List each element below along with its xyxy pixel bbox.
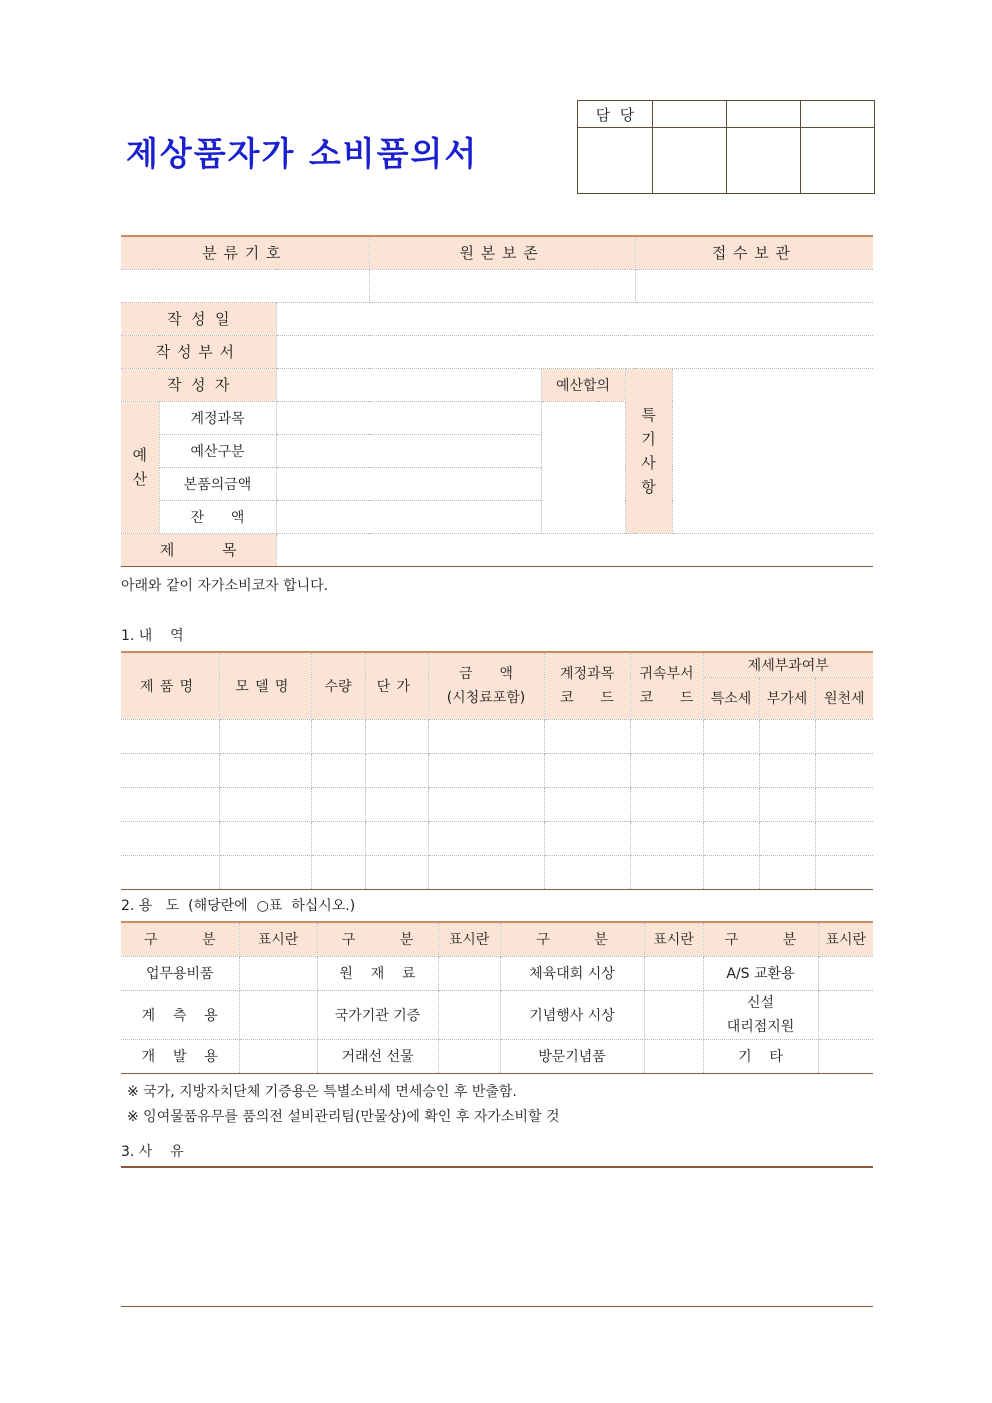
usage-mark-cell[interactable]: [644, 990, 703, 1039]
usage-mark-cell[interactable]: [239, 956, 317, 990]
special-char: 항: [641, 477, 656, 496]
special-notes-field[interactable]: [672, 368, 873, 533]
receipt-field[interactable]: [635, 269, 873, 302]
table-cell[interactable]: [759, 787, 815, 821]
table-cell[interactable]: [365, 821, 428, 855]
usage-col-gubun: 구 분: [317, 922, 438, 956]
table-cell[interactable]: [703, 719, 759, 753]
usage-item: 체육대회 시상: [500, 956, 644, 990]
special-char: 특: [641, 405, 656, 424]
usage-mark-cell[interactable]: [438, 956, 500, 990]
table-cell[interactable]: [759, 855, 815, 889]
budget-balance-field[interactable]: [276, 500, 541, 533]
col-amount: [428, 652, 544, 719]
usage-item: 계 측 용: [121, 990, 239, 1039]
col-tax-vat: 부가세: [759, 677, 815, 719]
date-field[interactable]: [276, 302, 873, 335]
approval-sign-cell[interactable]: [801, 128, 875, 194]
col-account-l2: 코 드: [560, 689, 614, 706]
table-cell[interactable]: [121, 719, 219, 753]
subject-label: 제 목: [121, 533, 276, 566]
table-cell[interactable]: [544, 719, 630, 753]
usage-mark-cell[interactable]: [818, 956, 873, 990]
usage-item: 방문기념품: [500, 1039, 644, 1073]
table-cell[interactable]: [365, 719, 428, 753]
author-field[interactable]: [276, 368, 541, 401]
approval-sign-cell[interactable]: [801, 101, 875, 128]
budget-account-label: 계정과목: [159, 401, 276, 434]
col-unit-price: 단가: [365, 652, 428, 719]
table-cell[interactable]: [815, 855, 873, 889]
date-label: 작 성 일: [121, 302, 276, 335]
table-cell[interactable]: [219, 855, 311, 889]
table-cell[interactable]: [219, 719, 311, 753]
usage-col-mark: 표시란: [438, 922, 500, 956]
table-cell[interactable]: [630, 855, 703, 889]
usage-mark-cell[interactable]: [438, 1039, 500, 1073]
col-dept-l1: 귀속부서: [639, 665, 694, 682]
col-model: 모델명: [219, 652, 311, 719]
usage-mark-cell[interactable]: [438, 990, 500, 1039]
budget-agree-label: 예산합의: [541, 368, 625, 401]
table-cell[interactable]: [630, 821, 703, 855]
reason-bottom-rule: [121, 1306, 873, 1307]
budget-char: 산: [132, 470, 147, 488]
table-cell[interactable]: [365, 787, 428, 821]
section1-heading: 1. 내 역: [121, 628, 184, 644]
usage-item: 국가기관 기증: [317, 990, 438, 1039]
col-account-code: [544, 652, 630, 719]
section2-heading: 2. 용 도 (해당란에 ○표 하십시오.): [121, 898, 356, 914]
table-cell[interactable]: [311, 855, 365, 889]
table-cell[interactable]: [428, 821, 544, 855]
table-cell[interactable]: [311, 719, 365, 753]
dept-label: 작성부서: [121, 335, 276, 368]
approval-label: 담 당: [578, 101, 653, 128]
table-cell[interactable]: [544, 787, 630, 821]
note-2: ※ 잉여물품유무를 품의전 설비관리팀(만물상)에 확인 후 자가소비할 것: [127, 1109, 560, 1125]
table-cell[interactable]: [630, 719, 703, 753]
classification-field[interactable]: [121, 269, 369, 302]
table-cell[interactable]: [544, 821, 630, 855]
col-account-l1: 계정과목: [559, 665, 615, 682]
budget-type-label: 예산구분: [159, 434, 276, 467]
table-cell[interactable]: [815, 719, 873, 753]
table-cell[interactable]: [121, 753, 219, 787]
special-char: 기: [641, 429, 656, 448]
dept-field[interactable]: [276, 335, 873, 368]
budget-label: [121, 401, 159, 533]
col-amount-l2: (시청료포함): [446, 689, 526, 706]
table-cell[interactable]: [815, 787, 873, 821]
usage-col-mark: 표시란: [239, 922, 317, 956]
usage-item: 업무용비품: [121, 956, 239, 990]
table-cell[interactable]: [815, 753, 873, 787]
usage-item: 거래선 선물: [317, 1039, 438, 1073]
usage-col-mark: 표시란: [818, 922, 873, 956]
budget-agree-field[interactable]: [541, 401, 625, 533]
table-cell[interactable]: [365, 855, 428, 889]
classification-header: 분류기호: [121, 236, 369, 269]
col-qty: 수량: [311, 652, 365, 719]
section3-heading: 3. 사 유: [121, 1144, 184, 1160]
usage-mark-cell[interactable]: [239, 1039, 317, 1073]
approval-sign-cell[interactable]: [727, 101, 801, 128]
details-table: [121, 651, 873, 890]
table-cell[interactable]: [311, 821, 365, 855]
usage-item: 기 타: [703, 1039, 818, 1073]
budget-amount-label: 본품의금액: [159, 467, 276, 500]
usage-col-gubun: 구 분: [121, 922, 239, 956]
original-field[interactable]: [369, 269, 635, 302]
usage-col-mark: 표시란: [644, 922, 703, 956]
table-cell[interactable]: [311, 787, 365, 821]
col-tax-special: 특소세: [703, 677, 759, 719]
table-cell[interactable]: [219, 753, 311, 787]
usage-mark-cell[interactable]: [644, 956, 703, 990]
note-1: ※ 국가, 지방자치단체 기증용은 특별소비세 면세승인 후 반출함.: [127, 1084, 517, 1100]
special-char: 사: [641, 453, 656, 472]
table-cell[interactable]: [815, 821, 873, 855]
document-title: 제상품자가 소비품의서: [126, 134, 479, 173]
approval-box: [577, 100, 875, 194]
table-cell[interactable]: [759, 753, 815, 787]
main-form: [121, 235, 873, 567]
table-cell[interactable]: [365, 753, 428, 787]
reason-top-rule: [121, 1166, 873, 1168]
usage-mark-cell[interactable]: [818, 990, 873, 1039]
table-cell[interactable]: [428, 855, 544, 889]
budget-amount-field[interactable]: [276, 467, 541, 500]
table-cell[interactable]: [219, 787, 311, 821]
table-cell[interactable]: [428, 753, 544, 787]
special-notes-label: [625, 368, 672, 533]
approval-sign-cell[interactable]: [653, 101, 727, 128]
table-cell[interactable]: [630, 787, 703, 821]
usage-item: A/S 교환용: [703, 956, 818, 990]
usage-mark-cell[interactable]: [818, 1039, 873, 1073]
subject-field[interactable]: [276, 533, 873, 566]
col-amount-l1: 금 액: [459, 665, 513, 682]
table-cell[interactable]: [759, 821, 815, 855]
table-cell[interactable]: [121, 855, 219, 889]
usage-mark-cell[interactable]: [239, 990, 317, 1039]
usage-item: 개 발 용: [121, 1039, 239, 1073]
table-cell[interactable]: [703, 787, 759, 821]
col-tax: 제세부과여부: [703, 652, 873, 677]
table-cell[interactable]: [121, 787, 219, 821]
table-cell[interactable]: [219, 821, 311, 855]
table-cell[interactable]: [544, 855, 630, 889]
usage-table: [121, 921, 873, 1074]
col-product: 제품명: [121, 652, 219, 719]
table-cell[interactable]: [630, 753, 703, 787]
original-header: 원본보존: [369, 236, 635, 269]
table-cell[interactable]: [703, 821, 759, 855]
table-cell[interactable]: [759, 719, 815, 753]
col-dept-l2: 코 드: [639, 689, 694, 706]
usage-mark-cell[interactable]: [644, 1039, 703, 1073]
table-cell[interactable]: [544, 753, 630, 787]
usage-item: 기념행사 시상: [500, 990, 644, 1039]
col-tax-withholding: 원천세: [815, 677, 873, 719]
table-cell[interactable]: [121, 821, 219, 855]
table-cell[interactable]: [428, 719, 544, 753]
usage-item: 원 재 료: [317, 956, 438, 990]
table-cell[interactable]: [311, 753, 365, 787]
table-cell[interactable]: [428, 787, 544, 821]
table-cell[interactable]: [703, 753, 759, 787]
budget-balance-label: 잔 액: [159, 500, 276, 533]
intro-text: 아래와 같이 자가소비코자 합니다.: [121, 578, 329, 594]
budget-char: 예: [132, 446, 147, 464]
receipt-header: 접수보관: [635, 236, 873, 269]
budget-type-field[interactable]: [276, 434, 541, 467]
table-cell[interactable]: [703, 855, 759, 889]
col-dept-code: [630, 652, 703, 719]
usage-item: 신설 대리점지원: [703, 990, 818, 1039]
usage-col-gubun: 구 분: [500, 922, 644, 956]
budget-account-field[interactable]: [276, 401, 541, 434]
approval-sign-cell[interactable]: [653, 128, 727, 194]
approval-sign-cell[interactable]: [578, 128, 653, 194]
author-label: 작 성 자: [121, 368, 276, 401]
approval-sign-cell[interactable]: [727, 128, 801, 194]
reason-field[interactable]: [121, 1170, 873, 1304]
usage-col-gubun: 구 분: [703, 922, 818, 956]
